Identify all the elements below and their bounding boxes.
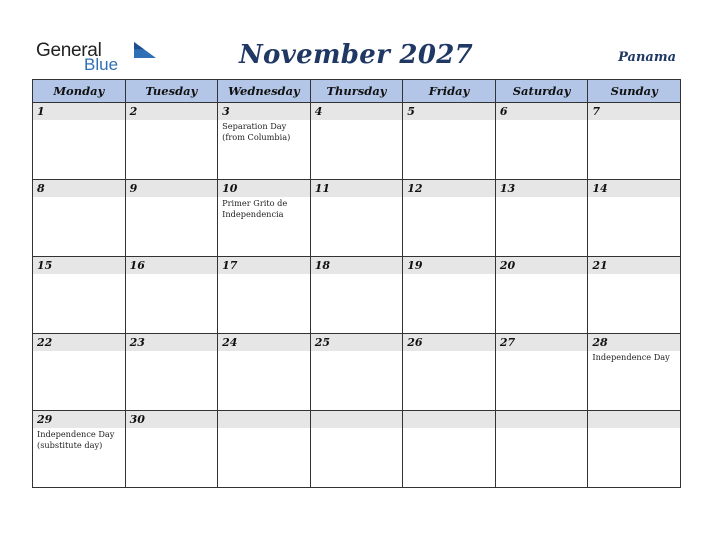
weekday-header: Wednesday <box>218 80 311 103</box>
logo-text-general: General <box>36 40 102 61</box>
holiday-label <box>588 197 680 198</box>
day-number: 25 <box>311 334 403 351</box>
day-number: 24 <box>218 334 310 351</box>
day-number <box>311 411 403 428</box>
day-cell <box>33 180 126 257</box>
day-number <box>496 411 588 428</box>
holiday-label <box>311 120 403 121</box>
holiday-label <box>496 197 588 198</box>
holiday-label <box>126 274 218 275</box>
weekday-header-row <box>33 80 681 103</box>
day-number <box>218 411 310 428</box>
day-number: 22 <box>33 334 125 351</box>
day-cell <box>310 180 403 257</box>
day-number: 14 <box>588 180 680 197</box>
day-number: 3 <box>218 103 310 120</box>
holiday-label <box>403 120 495 121</box>
day-cell <box>33 257 126 334</box>
holiday-label: Separation Day (from Columbia) <box>222 121 291 142</box>
day-cell <box>310 257 403 334</box>
day-number: 5 <box>403 103 495 120</box>
holiday-label <box>126 197 218 198</box>
holiday-label <box>218 428 310 429</box>
holiday-label <box>403 274 495 275</box>
day-number: 6 <box>496 103 588 120</box>
day-cell <box>495 257 588 334</box>
day-cell <box>310 103 403 180</box>
day-number: 28 <box>588 334 680 351</box>
day-cell <box>495 411 588 488</box>
day-cell <box>588 180 681 257</box>
day-cell <box>403 411 496 488</box>
day-cell <box>125 103 218 180</box>
day-number: 20 <box>496 257 588 274</box>
day-number: 7 <box>588 103 680 120</box>
day-number: 21 <box>588 257 680 274</box>
weekday-header: Tuesday <box>125 80 218 103</box>
day-number: 16 <box>126 257 218 274</box>
day-number: 23 <box>126 334 218 351</box>
day-number: 18 <box>311 257 403 274</box>
holiday-label <box>403 351 495 352</box>
holiday-label <box>33 120 125 121</box>
day-cell <box>310 334 403 411</box>
day-cell <box>403 334 496 411</box>
day-cell <box>310 411 403 488</box>
logo-text-blue: Blue <box>84 55 119 74</box>
day-number: 27 <box>496 334 588 351</box>
day-cell <box>588 334 681 411</box>
day-cell <box>403 257 496 334</box>
day-cell <box>495 334 588 411</box>
day-number: 9 <box>126 180 218 197</box>
day-number: 12 <box>403 180 495 197</box>
day-cell <box>218 334 311 411</box>
day-number <box>588 411 680 428</box>
day-number: 8 <box>33 180 125 197</box>
day-cell <box>495 180 588 257</box>
weekday-header: Sunday <box>588 80 681 103</box>
day-cell <box>125 334 218 411</box>
day-cell <box>218 103 311 180</box>
day-number: 26 <box>403 334 495 351</box>
holiday-label <box>496 351 588 352</box>
day-number: 19 <box>403 257 495 274</box>
weekday-header: Friday <box>403 80 496 103</box>
day-number: 1 <box>33 103 125 120</box>
week-row <box>33 411 681 488</box>
holiday-label <box>33 197 125 198</box>
holiday-label <box>496 274 588 275</box>
holiday-label <box>311 428 403 429</box>
holiday-label <box>218 351 310 352</box>
holiday-label <box>126 351 218 352</box>
day-cell <box>403 103 496 180</box>
day-cell <box>218 180 311 257</box>
day-cell <box>588 411 681 488</box>
day-cell <box>588 257 681 334</box>
day-cell <box>125 411 218 488</box>
day-number: 29 <box>33 411 125 428</box>
day-cell <box>33 334 126 411</box>
holiday-label <box>126 428 218 429</box>
holiday-label <box>33 274 125 275</box>
holiday-label <box>496 120 588 121</box>
holiday-label <box>311 197 403 198</box>
day-cell <box>125 257 218 334</box>
holiday-label <box>126 120 218 121</box>
day-number: 2 <box>126 103 218 120</box>
day-number: 11 <box>311 180 403 197</box>
week-row <box>33 257 681 334</box>
day-cell <box>33 103 126 180</box>
day-number: 30 <box>126 411 218 428</box>
week-row <box>33 103 681 180</box>
holiday-label: Independence Day <box>592 352 670 362</box>
week-row <box>33 334 681 411</box>
day-number: 4 <box>311 103 403 120</box>
day-cell <box>588 103 681 180</box>
holiday-label <box>311 351 403 352</box>
day-cell <box>403 180 496 257</box>
week-row <box>33 180 681 257</box>
day-cell <box>218 411 311 488</box>
day-cell <box>125 180 218 257</box>
day-number: 13 <box>496 180 588 197</box>
country-label: Panama <box>618 50 676 65</box>
page-title: November 2027 <box>238 40 473 70</box>
holiday-label <box>496 428 588 429</box>
holiday-label <box>311 274 403 275</box>
day-number <box>403 411 495 428</box>
holiday-label <box>218 274 310 275</box>
day-number: 17 <box>218 257 310 274</box>
holiday-label <box>588 120 680 121</box>
holiday-label <box>403 197 495 198</box>
day-cell <box>495 103 588 180</box>
holiday-label <box>403 428 495 429</box>
weekday-header: Saturday <box>495 80 588 103</box>
day-cell <box>33 411 126 488</box>
weekday-header: Monday <box>33 80 126 103</box>
holiday-label <box>588 274 680 275</box>
day-cell <box>218 257 311 334</box>
day-number: 15 <box>33 257 125 274</box>
weekday-header: Thursday <box>310 80 403 103</box>
holiday-label <box>588 428 680 429</box>
holiday-label: Independence Day (substitute day) <box>37 429 115 450</box>
calendar-grid <box>32 79 681 488</box>
holiday-label <box>33 351 125 352</box>
day-number: 10 <box>218 180 310 197</box>
holiday-label: Primer Grito de Independencia <box>222 198 288 219</box>
